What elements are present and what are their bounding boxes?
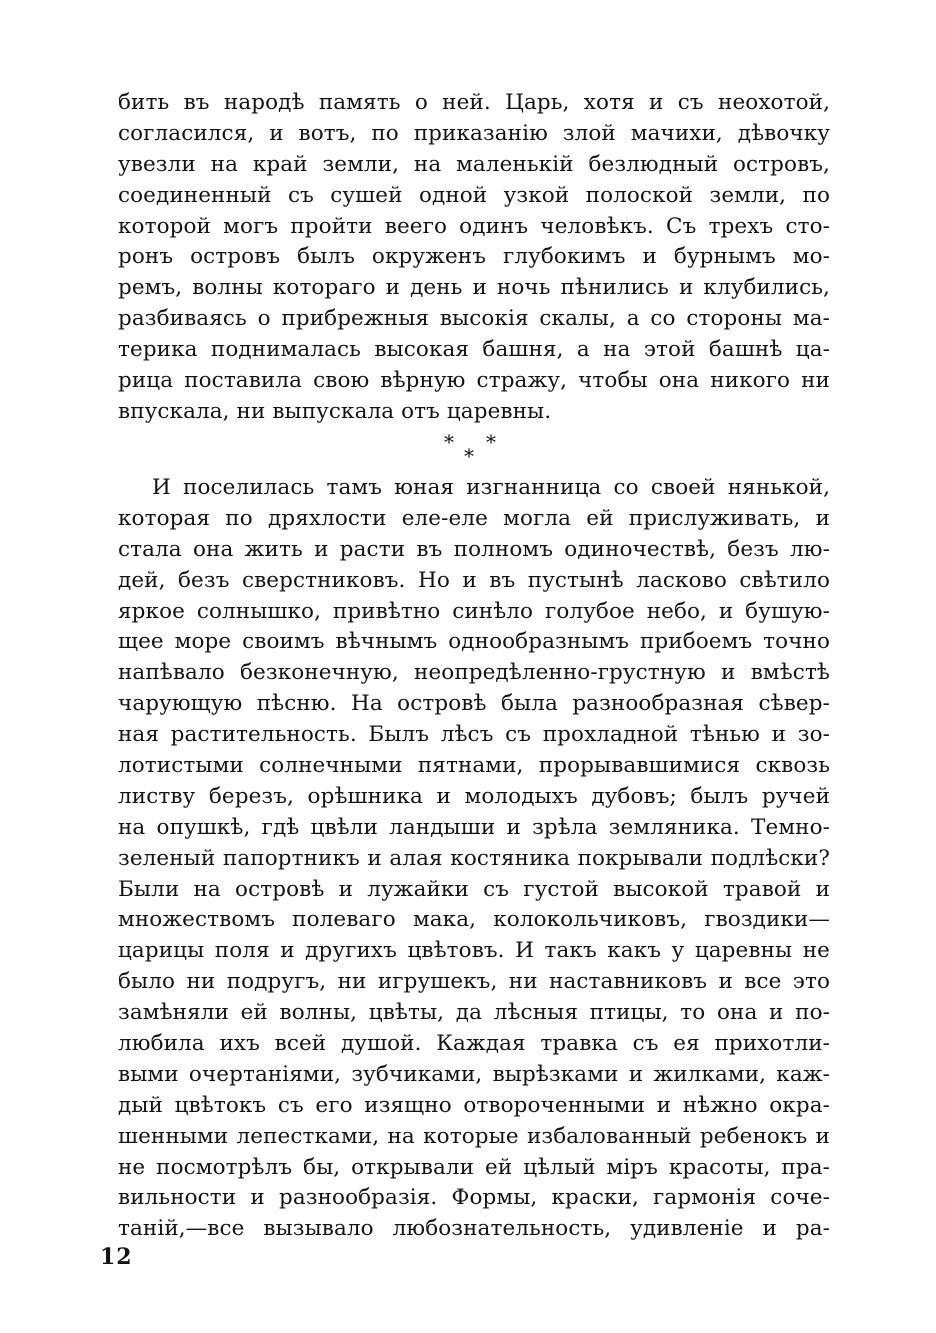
text-line: ная растительность. Былъ лѣсъ съ прохладной тѣнью и зо-	[118, 722, 830, 748]
paragraph-2	[118, 473, 830, 1245]
text-line: напѣвало безконечную, неопредѣленно-грустную и вмѣстѣ	[118, 660, 830, 686]
text-line: дей, безъ сверстниковъ. Но и въ пустынѣ ласково свѣтило	[118, 567, 830, 593]
text-line: согласился, и вотъ, по приказанію злой мачихи, дѣвочку	[118, 120, 830, 146]
text-line: разбиваясь о прибрежныя высокія скалы, а со стороны ма-	[118, 306, 830, 332]
text-line: таній,—все вызывало любознательность, удивленіе и ра-	[118, 1216, 830, 1242]
text-line: листву березъ, орѣшника и молодыхъ дубовъ; былъ ручей	[118, 783, 830, 809]
text-line: увезли на край земли, на маленькій безлюдный островъ,	[118, 151, 830, 177]
separator-star: *	[464, 444, 474, 468]
text-line: стала она жить и расти въ полномъ одиночествѣ, безъ лю-	[118, 536, 830, 562]
text-line: щее море своимъ вѣчнымъ однообразнымъ прибоемъ точно	[118, 629, 830, 655]
text-line: ронъ островъ былъ окруженъ глубокимъ и бурнымъ мо-	[118, 244, 830, 270]
text-line: замѣняли ей волны, цвѣты, да лѣсныя птицы, то она и по-	[118, 1000, 830, 1026]
section-separator	[440, 430, 500, 470]
text-line: зеленый папортникъ и алая костяника покрывали подлѣски?	[118, 845, 830, 871]
text-line: множествомъ полеваго мака, колокольчиковъ, гвоздики—	[118, 907, 830, 933]
text-line: Были на островѣ и лужайки съ густой высокой травой и	[118, 876, 830, 902]
text-line: впускала, ни выпускала отъ царевны.	[118, 398, 552, 424]
text-line: рица поставила свою вѣрную стражу, чтобы она никого ни	[118, 368, 830, 394]
text-line: царицы поля и другихъ цвѣтовъ. И такъ какъ у царевны не	[118, 938, 830, 964]
text-line: лотистыми солнечными пятнами, прорывавшимися сквозь	[118, 753, 830, 779]
text-line: чарующую пѣсню. На островѣ была разнообразная сѣвер-	[118, 691, 830, 717]
text-line: ремъ, волны котораго и день и ночь пѣнились и клубились,	[118, 275, 830, 301]
text-line: И поселилась тамъ юная изгнанница со своей нянькой,	[152, 475, 830, 500]
text-line: выми очертаніями, зубчиками, вырѣзками и жилками, каж-	[118, 1061, 830, 1087]
text-line: не посмотрѣлъ бы, открывали ей цѣлый міръ красоты, пра-	[118, 1154, 830, 1180]
text-line: было ни подругъ, ни игрушекъ, ни наставниковъ и все это	[118, 969, 830, 995]
text-line: бить въ народѣ память о ней. Царь, хотя и съ неохотой,	[118, 90, 830, 115]
text-line: дый цвѣтокъ съ его изящно отвороченными и нѣжно окра-	[118, 1092, 830, 1118]
text-line: которая по дряхлости еле-еле могла ей прислуживать, и	[118, 505, 830, 531]
paragraph-1	[118, 88, 830, 428]
text-line: вильности и разнообразія. Формы, краски, гармонія соче-	[118, 1185, 830, 1211]
page-number: 12	[100, 1244, 133, 1270]
text-line: любила ихъ всей душой. Каждая травка съ ея прихотли-	[118, 1031, 830, 1057]
separator-star: *	[444, 430, 454, 454]
text-line: которой могъ пройти веего одинъ человѣкъ. Съ трехъ сто-	[118, 213, 830, 239]
separator-star: *	[486, 430, 496, 454]
text-line: шенными лепестками, на которые избалованный ребенокъ и	[118, 1123, 830, 1149]
text-line: соединенный съ сушей одной узкой полоской земли, по	[118, 182, 830, 208]
text-line: яркое солнышко, привѣтно синѣло голубое небо, и бушую-	[118, 598, 830, 624]
text-line: на опушкѣ, гдѣ цвѣли ландыши и зрѣла земляника. Темно-	[118, 814, 830, 840]
text-line: терика поднималась высокая башня, а на этой башнѣ ца-	[118, 337, 830, 363]
